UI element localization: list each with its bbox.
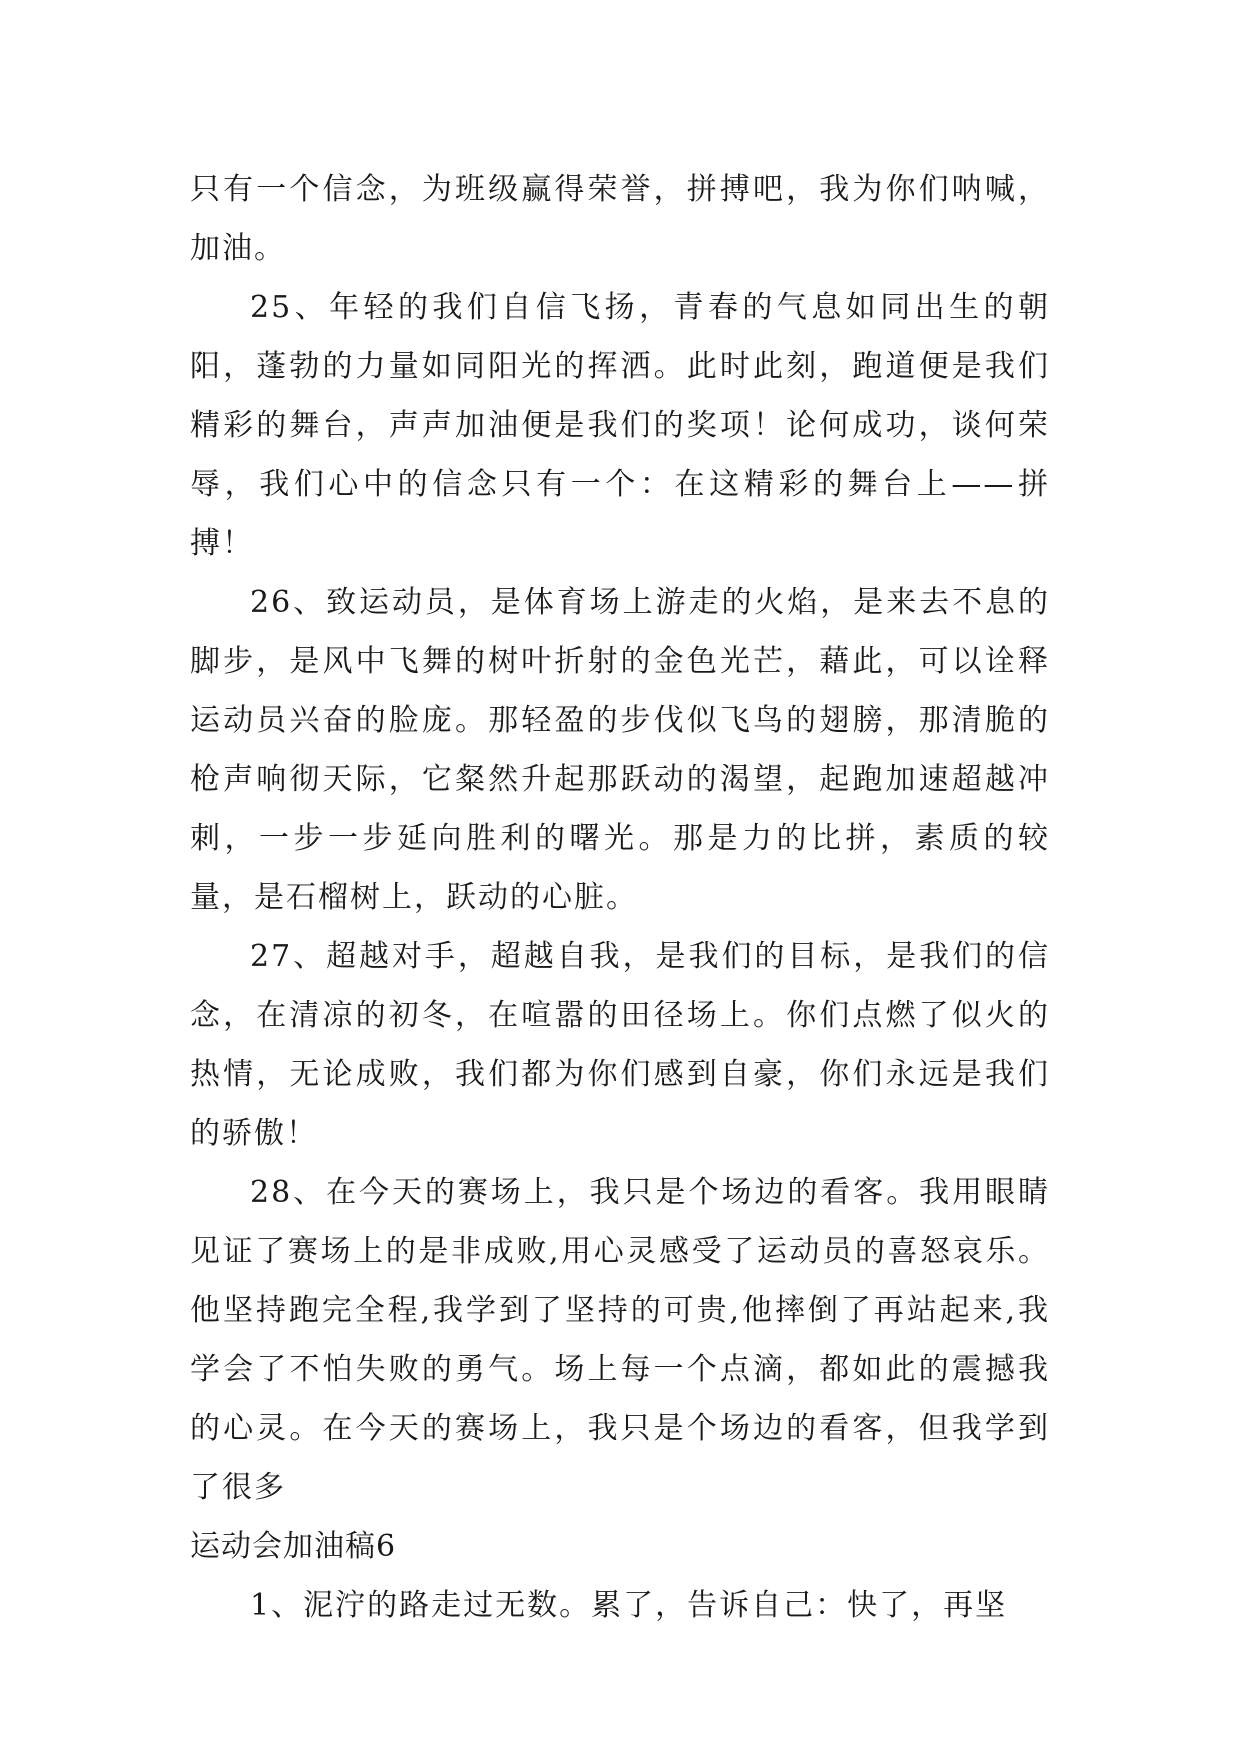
section-title: 运动会加油稿6 — [190, 1529, 397, 1564]
paragraph-25: 25、年轻的我们自信飞扬，青春的气息如同出生的朝阳，蓬勃的力量如同阳光的挥洒。此时此刻，跑道便是我们精彩的舞台，声声加油便是我们的奖项！论何成功，谈何荣辱，我们心中的信念只有一个：在这精彩的舞台上——拼搏！ — [190, 290, 1050, 561]
paragraph-1: 1、泥泞的路走过无数。累了，告诉自己：快了，再坚 — [250, 1588, 1008, 1623]
paragraph-26: 26、致运动员，是体育场上游走的火焰，是来去不息的脚步，是风中飞舞的树叶折射的金色光芒，藉此，可以诠释运动员兴奋的脸庞。那轻盈的步伐似飞鸟的翅膀，那清脆的枪声响彻天际，它粲然升起那跃动的渴望，起跑加速超越冲刺，一步一步延向胜利的曙光。那是力的比拼，素质的较量，是石榴树上，跃动的心脏。 — [190, 585, 1050, 915]
paragraph-continued: 只有一个信念，为班级赢得荣誉，拼搏吧，我为你们呐喊，加油。 — [190, 172, 1050, 266]
paragraph-27: 27、超越对手，超越自我，是我们的目标，是我们的信念，在清凉的初冬，在喧嚣的田径场上。你们点燃了似火的热情，无论成败，我们都为你们感到自豪，你们永远是我们的骄傲！ — [190, 939, 1050, 1151]
document-page — [190, 160, 1050, 1635]
paragraph-28: 28、在今天的赛场上，我只是个场边的看客。我用眼睛见证了赛场上的是非成败,用心灵感受了运动员的喜怒哀乐。他坚持跑完全程,我学到了坚持的可贵,他摔倒了再站起来,我学会了不怕失败的勇气。场上每一个点滴，都如此的震撼我的心灵。在今天的赛场上，我只是个场边的看客，但我学到了很多 — [190, 1175, 1050, 1505]
